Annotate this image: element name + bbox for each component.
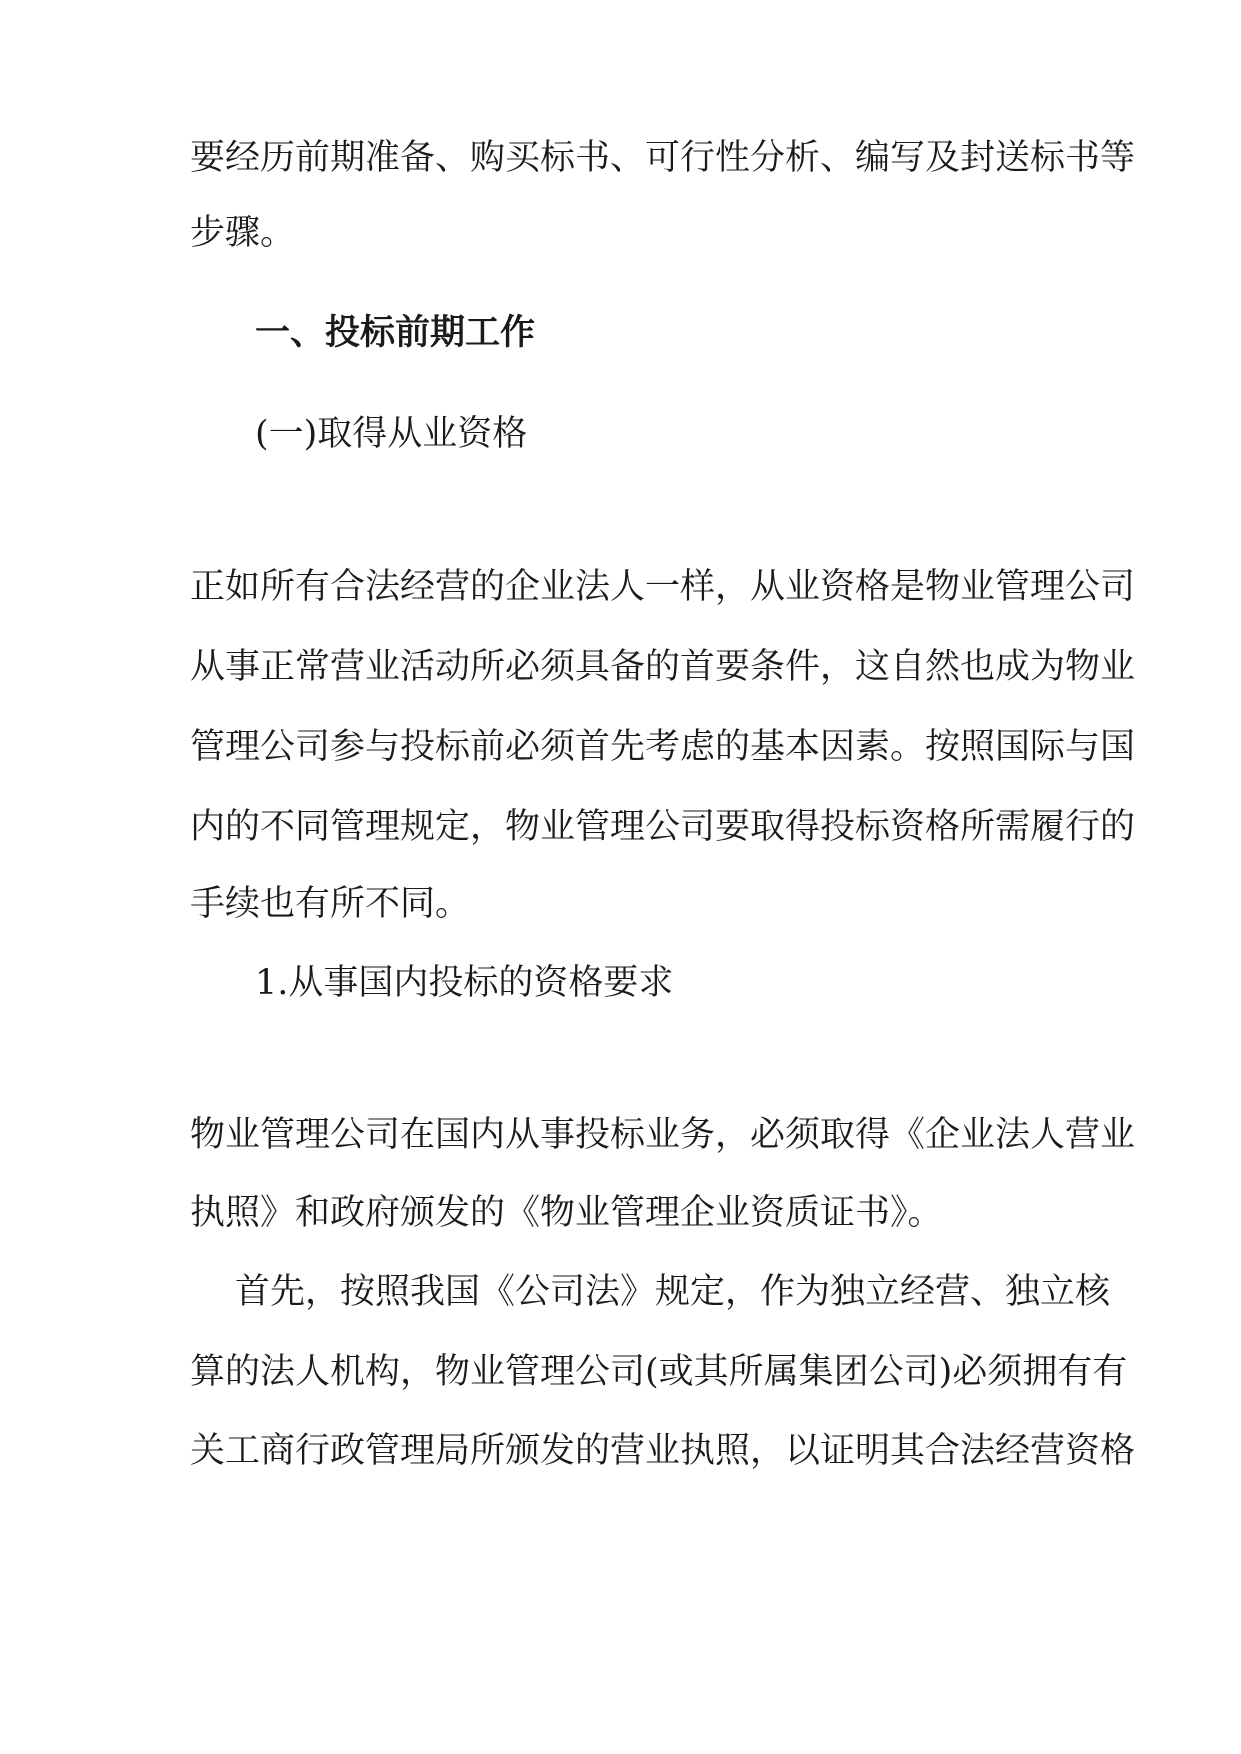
body-text-line: 手续也有所不同。 [190, 884, 471, 924]
numbered-subheading: 1.从事国内投标的资格要求 [255, 963, 674, 1003]
body-text-line: 管理公司参与投标前必须首先考虑的基本因素。按照国际与国 [190, 727, 1136, 767]
body-text-line: 关工商行政管理局所颁发的营业执照，以证明其合法经营资格 [190, 1431, 1136, 1471]
body-text-line: 要经历前期准备、购买标书、可行性分析、编写及封送标书等 [190, 138, 1136, 178]
subsection-heading: (一)取得从业资格 [255, 414, 528, 454]
body-text-line: 物业管理公司在国内从事投标业务，必须取得《企业法人营业 [190, 1115, 1136, 1155]
body-text-line: 正如所有合法经营的企业法人一样，从业资格是物业管理公司 [190, 567, 1136, 607]
body-text-line: 内的不同管理规定，物业管理公司要取得投标资格所需履行的 [190, 807, 1136, 847]
body-text-line: 执照》和政府颁发的《物业管理企业资质证书》。 [190, 1193, 943, 1233]
body-text-line: 从事正常营业活动所必须具备的首要条件，这自然也成为物业 [190, 647, 1136, 687]
body-text-line: 步骤。 [190, 213, 296, 253]
body-text-line: 首先，按照我国《公司法》规定，作为独立经营、独立核 [235, 1272, 1111, 1312]
body-text-line: 算的法人机构，物业管理公司(或其所属集团公司)必须拥有有 [190, 1352, 1128, 1392]
section-heading: 一、投标前期工作 [255, 312, 536, 353]
